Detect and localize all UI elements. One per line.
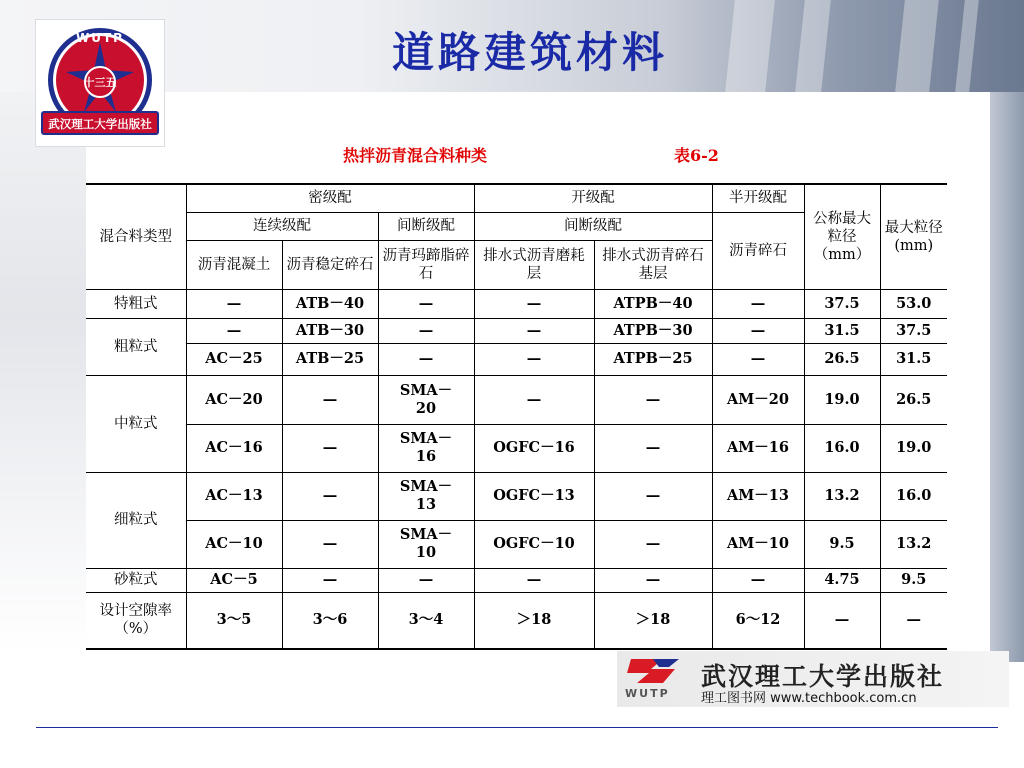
cell-sma: — — [378, 568, 474, 592]
cell-sma: SMA－10 — [378, 520, 474, 568]
mix-types-table — [86, 183, 947, 650]
cell-nominal: 4.75 — [804, 568, 880, 592]
cell-nominal: 16.0 — [804, 424, 880, 472]
table-number: 表6-2 — [674, 146, 719, 165]
cell-nominal: 37.5 — [804, 289, 880, 318]
cell-atpb: — — [594, 568, 712, 592]
table-caption: 热拌沥青混合料种类 — [343, 146, 488, 165]
header-dense: 密级配 — [186, 184, 474, 212]
logo-center-text: 十三五 — [83, 76, 117, 89]
cell-ogfc: OGFC－10 — [474, 520, 594, 568]
cell-type: 设计空隙率（%） — [86, 592, 186, 649]
cell-ac: — — [186, 289, 282, 318]
cell-atpb: — — [594, 520, 712, 568]
cell-am: — — [712, 343, 804, 375]
cell-atb: — — [282, 424, 378, 472]
cell-max: 37.5 — [880, 318, 947, 343]
cell-ac: AC－5 — [186, 568, 282, 592]
right-band — [990, 92, 1024, 662]
header-mix-type: 混合料类型 — [86, 184, 186, 289]
cell-ogfc: ＞18 — [474, 592, 594, 649]
cell-type: 粗粒式 — [86, 318, 186, 375]
cell-max: 31.5 — [880, 343, 947, 375]
cell-atpb: — — [594, 472, 712, 520]
header-asphalt-stabilized: 沥青稳定碎石 — [282, 240, 378, 289]
table-row — [86, 424, 947, 472]
cell-ogfc: — — [474, 289, 594, 318]
cell-nominal: — — [804, 592, 880, 649]
cell-atb: — — [282, 472, 378, 520]
cell-nominal: 31.5 — [804, 318, 880, 343]
cell-sma: — — [378, 343, 474, 375]
table-row — [86, 289, 947, 318]
cell-atpb: ATPB－40 — [594, 289, 712, 318]
header-drain-base: 排水式沥青碎石基层 — [594, 240, 712, 289]
cell-am: AM－16 — [712, 424, 804, 472]
publisher-name: 武汉理工大学出版社 — [701, 662, 945, 691]
cell-ac: AC－25 — [186, 343, 282, 375]
cell-am: 6～12 — [712, 592, 804, 649]
table-row — [86, 318, 947, 343]
table-row — [86, 375, 947, 424]
cell-atb: ATB－30 — [282, 318, 378, 343]
header-open: 开级配 — [474, 184, 712, 212]
cell-ogfc: OGFC－16 — [474, 424, 594, 472]
cell-atb: — — [282, 568, 378, 592]
cell-ogfc: — — [474, 343, 594, 375]
logo-ribbon-text: 武汉理工大学出版社 — [48, 117, 152, 131]
cell-ac: — — [186, 318, 282, 343]
cell-max: 53.0 — [880, 289, 947, 318]
slide-title: 道路建筑材料 — [391, 28, 668, 77]
cell-sma: SMA－16 — [378, 424, 474, 472]
cell-ogfc: — — [474, 568, 594, 592]
header-asphalt-concrete: 沥青混凝土 — [186, 240, 282, 289]
cell-atb: ATB－25 — [282, 343, 378, 375]
cell-ogfc: — — [474, 375, 594, 424]
publisher-banner — [617, 651, 1009, 707]
header-sma: 沥青玛蹄脂碎石 — [378, 240, 474, 289]
cell-atpb: ATPB－30 — [594, 318, 712, 343]
cell-ac: AC－16 — [186, 424, 282, 472]
header-nominal-size: 公称最大粒径（mm） — [804, 184, 880, 289]
cell-atpb: — — [594, 375, 712, 424]
table-row — [86, 592, 947, 649]
cell-atpb: ＞18 — [594, 592, 712, 649]
cell-atb: — — [282, 520, 378, 568]
cell-max: 19.0 — [880, 424, 947, 472]
cell-max: 16.0 — [880, 472, 947, 520]
header-drain-wear: 排水式沥青磨耗层 — [474, 240, 594, 289]
cell-max: — — [880, 592, 947, 649]
cell-atb: ATB－40 — [282, 289, 378, 318]
bottom-rule — [36, 727, 998, 728]
cell-max: 26.5 — [880, 375, 947, 424]
publisher-website: 理工图书网 www.techbook.com.cn — [701, 691, 917, 706]
cell-sma: 3～4 — [378, 592, 474, 649]
publisher-logo — [36, 20, 164, 146]
cell-type: 特粗式 — [86, 289, 186, 318]
table-row — [86, 343, 947, 375]
table-row — [86, 568, 947, 592]
cell-sma: — — [378, 318, 474, 343]
left-photo-area — [0, 92, 86, 652]
cell-sma: — — [378, 289, 474, 318]
cell-max: 13.2 — [880, 520, 947, 568]
table-row — [86, 520, 947, 568]
cell-nominal: 9.5 — [804, 520, 880, 568]
cell-atb: 3～6 — [282, 592, 378, 649]
cell-am: AM－20 — [712, 375, 804, 424]
header-gap: 间断级配 — [378, 212, 474, 240]
cell-am: AM－10 — [712, 520, 804, 568]
cell-ac: AC－13 — [186, 472, 282, 520]
cell-ac: AC－10 — [186, 520, 282, 568]
cell-nominal: 19.0 — [804, 375, 880, 424]
cell-type: 细粒式 — [86, 472, 186, 568]
cell-ogfc: — — [474, 318, 594, 343]
header-semi-open: 半开级配 — [712, 184, 804, 212]
cell-atb: — — [282, 375, 378, 424]
header-max-size: 最大粒径(mm) — [880, 184, 947, 289]
header-open-gap: 间断级配 — [474, 212, 712, 240]
cell-nominal: 13.2 — [804, 472, 880, 520]
cell-atpb: — — [594, 424, 712, 472]
cell-sma: SMA－13 — [378, 472, 474, 520]
cell-sma: SMA－20 — [378, 375, 474, 424]
cell-type: 砂粒式 — [86, 568, 186, 592]
cell-type: 中粒式 — [86, 375, 186, 472]
cell-am: — — [712, 318, 804, 343]
cell-ac: AC－20 — [186, 375, 282, 424]
cell-atpb: ATPB－25 — [594, 343, 712, 375]
header-asphalt-macadam: 沥青碎石 — [712, 212, 804, 289]
logo-ring-text: WUTP — [76, 31, 124, 45]
cell-nominal: 26.5 — [804, 343, 880, 375]
cell-ac: 3～5 — [186, 592, 282, 649]
table-row — [86, 472, 947, 520]
cell-am: AM－13 — [712, 472, 804, 520]
cell-am: — — [712, 289, 804, 318]
publisher-wutp: WUTP — [625, 687, 670, 700]
cell-am: — — [712, 568, 804, 592]
header-continuous: 连续级配 — [186, 212, 378, 240]
cell-ogfc: OGFC－13 — [474, 472, 594, 520]
cell-max: 9.5 — [880, 568, 947, 592]
